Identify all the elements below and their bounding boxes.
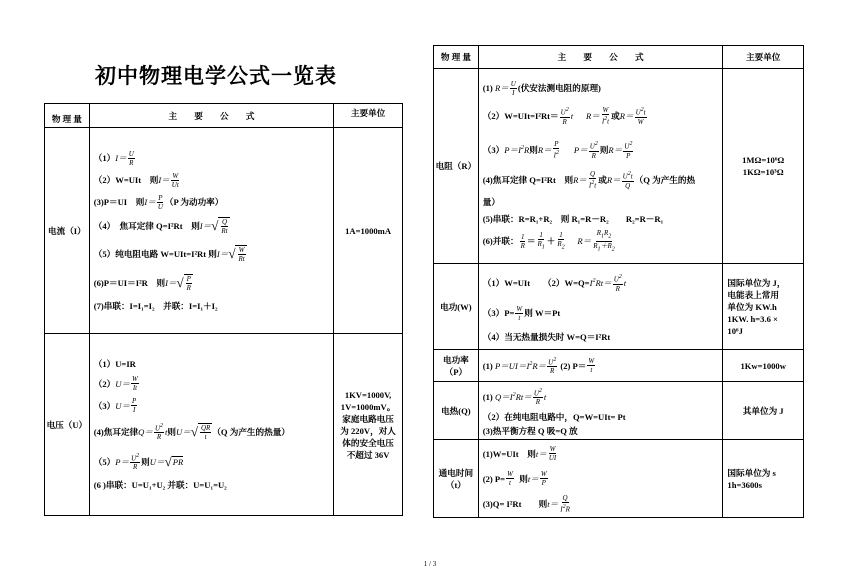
- unit-line: 单位为 KW.h: [727, 301, 777, 312]
- formula-text: （1）: [93, 153, 116, 163]
- header-unit: 主要单位: [723, 46, 804, 69]
- formula-text: (3)Q= I²Rt 则: [482, 498, 548, 509]
- label-line: （t）: [445, 479, 466, 490]
- unit-line: 1MΩ=10⁶Ω: [742, 155, 785, 165]
- label-line: 电功率: [442, 354, 469, 365]
- work-label: 电功(W): [434, 264, 479, 350]
- heat-label: 电热(Q): [434, 382, 479, 440]
- header-formula: 主 要 公 式: [478, 46, 723, 69]
- voltage-unit: [334, 334, 403, 516]
- time-unit: [723, 440, 804, 518]
- formula-text: （3）: [93, 400, 116, 411]
- formula-text: (1): [482, 83, 493, 93]
- formula-text: (4)焦耳定律 Q=I²Rt 则: [482, 175, 574, 185]
- power-unit: 1Kw=1000w: [723, 350, 804, 382]
- formula-text: (1)W=UIt 则: [482, 448, 536, 459]
- formula-text: （3）P=: [482, 308, 515, 318]
- heat-formulas: (1) $Q=I^2Rt=$ $\frac{U^2}{R}$ t （2）在纯电阻电路中，Q=W=UIt= Pt (3)热平衡方程 Q 吸=Q 放: [478, 382, 723, 440]
- header-quantity: 物 理 量: [45, 104, 90, 128]
- formula-text: (6)并联：: [482, 236, 519, 246]
- formula-text: （2）: [93, 378, 116, 389]
- formula-text: （3）: [482, 145, 505, 155]
- right-formula-table: [433, 45, 804, 518]
- unit-line: 不超过 36V: [346, 449, 390, 460]
- formula-text: （1）W=UIt （2）W=Q=: [482, 278, 590, 288]
- unit-line: 为 220V，对人: [340, 425, 396, 436]
- header-unit: 主要单位: [334, 104, 403, 128]
- formula-text: （P 为动功率）: [164, 197, 224, 207]
- time-label: [434, 440, 479, 518]
- voltage-label: 电压（U）: [45, 334, 90, 516]
- left-formula-table: [44, 103, 403, 516]
- formula-text: （Q 为产生的热: [634, 175, 696, 185]
- formula-text: （5）: [93, 456, 116, 467]
- formula-text: （4）当无热量损失时 W=Q＝I²Rt: [482, 331, 611, 342]
- unit-line: 10⁶J: [727, 325, 743, 336]
- time-formulas: (1)W=UIt 则 t＝ $\frac{W}{UI}$ (2) P= $\frac{W}{t}$ 则 t＝ $\frac{W}{P}$ (3)Q= I²Rt 则 t＝ $\frac{Q}{I^2R}$: [478, 440, 723, 518]
- unit-line: 1KW. h=3.6 ×: [727, 313, 778, 324]
- current-label: 电流（I）: [45, 128, 90, 334]
- formula-text: （Q 为产生的热量）: [212, 426, 290, 437]
- unit-line: 国际单位为 J，: [727, 277, 786, 288]
- unit-line: 1V=1000mV。: [340, 401, 396, 412]
- formula-text: （1）U=IR: [93, 359, 136, 369]
- unit-line: 国际单位为 s: [727, 467, 776, 478]
- page-number: 1 / 3: [423, 560, 437, 568]
- voltage-formulas: （1）U=IR （2） U＝ $\frac{W}{It}$ （3） U＝ $\frac{P}{I}$ (4)焦耳定律 Q＝ $\frac{U^2}{R}$ t 则 U＝ √ $\frac{QR}{t}$ （Q 为产生的热量） （5） P＝ $\frac{U^2}{R}$ 则 U＝ √ PR (6 )串联：U=U₁+U₂ 并联：U=U₁=U₂: [89, 334, 333, 516]
- formula-text: （2）在纯电阻电路中，Q=W=UIt= Pt: [482, 411, 626, 422]
- header-formula: 主 要 公 式: [89, 104, 333, 128]
- formula-text: (伏安法测电阻的原理): [517, 83, 601, 93]
- resistance-unit: [723, 69, 804, 264]
- formula-text: （2）W=UIt 则: [93, 175, 159, 185]
- formula-text: (5)串联：R=R₁+R₂ 则 R₁=R－R₂ R₂=R－R₁: [482, 213, 664, 224]
- power-formulas: (1) $P=UI=I^2R=$ $\frac{U^2}{R}$ (2) P＝ $\frac{W}{t}$: [478, 350, 723, 382]
- formula-text: (4)焦耳定律: [93, 426, 139, 437]
- header-quantity: 物 理 量: [434, 46, 479, 69]
- current-unit: 1A=1000mA: [334, 128, 403, 334]
- label-line: 通电时间: [438, 467, 474, 478]
- page-title: 初中物理电学公式一览表: [95, 64, 337, 88]
- formula-text: (1): [482, 391, 493, 402]
- formula-text: （5）纯电阻电路 W=UIt=I²Rt 则: [93, 249, 217, 259]
- current-formulas: （1） I＝ $\frac{U}{R}$ （2）W=UIt 则 I＝ $\frac{W}{Ut}$ (3)P＝UI 则 I＝ $\frac{P}{U}$ （P 为动功率） （4） 焦耳定律 Q=I²Rt 则 I＝ √ $\frac{Q}{Rt}$ （5）纯电阻电路 W=UIt=I²Rt 则 I＝ √ $\frac{W}{Rt}$ (6)P＝UI＝I²R 则 I＝ √ $\frac{P}{R}$ (7)串联：I=I₁=I₂ 并联：I=I₁＋I₂: [89, 128, 333, 334]
- work-formulas: （1）W=UIt （2）W=Q= $I^2Rt=$ $\frac{U^2}{R}$ t （3）P= $\frac{W}{t}$ 则 W＝Pt （4）当无热量损失时 W=Q＝I²Rt: [478, 264, 723, 350]
- formula-text: (7)串联：I=I₁=I₂ 并联：I=I₁＋I₂: [93, 300, 218, 311]
- formula-text: 则 W＝Pt: [524, 308, 561, 318]
- unit-line: 1KV=1000V,: [344, 389, 392, 400]
- power-label: [434, 350, 479, 382]
- label-line: （P）: [444, 366, 468, 377]
- unit-line: 家庭电路电压: [342, 413, 394, 424]
- formula-text: (2) P＝: [560, 360, 587, 371]
- formula-text: （4） 焦耳定律 Q=I²Rt 则: [93, 221, 200, 231]
- formula-text: (6 )串联：U=U₁+U₂ 并联：U=U₁=U₂: [93, 480, 227, 490]
- formula-text: 则: [519, 473, 528, 484]
- formula-text: (6)P＝UI＝I²R 则: [93, 278, 166, 288]
- resistance-label: 电阻（R）: [434, 69, 479, 264]
- unit-line: 体的安全电压: [342, 437, 394, 448]
- unit-line: 电能表上常用: [727, 289, 779, 300]
- unit-line: 1KΩ=10³Ω: [742, 167, 784, 177]
- formula-text: (1): [482, 360, 493, 371]
- formula-text: (2) P=: [482, 473, 506, 484]
- resistance-formulas: (1) R＝ $\frac{U}{I}$ (伏安法测电阻的原理) （2）W=UIt=I²Rt＝ $\frac{U^2}{R}$ t R＝ $\frac{W}{I^2t}$ 或 R＝ $\frac{U^2t}{W}$ （3） $P=I^2R$ 则 R＝ $\frac{P}{I^2}$ P＝ $\frac{U^2}{R}$ 则 R＝ $\frac{U^2}{P}$ (4)焦耳定律 Q=I²Rt 则 R＝ $\frac{Q}{I^2t}$ 或 R＝ $\frac{U^2t}{Q}$ （Q 为产生的热 量） (5)串联：R=R₁+R₂ 则 R₁=R－R₂ R₂=R－R₁ (6)并联： $\frac{1}{R}$ ＝ $\frac{1}{R_1}$ ＋ $\frac{1}{R_2}$ R＝ $\frac{R_1R_2}{R_1+R_2}$: [478, 69, 723, 264]
- formula-text: (3)热平衡方程 Q 吸=Q 放: [482, 425, 578, 436]
- heat-unit: 其单位为 J: [723, 382, 804, 440]
- unit-line: 1h=3600s: [727, 479, 762, 490]
- formula-text: （2）W=UIt=I²Rt＝: [482, 111, 559, 121]
- formula-text: 量）: [482, 196, 500, 207]
- work-unit: [723, 264, 804, 350]
- formula-text: (3)P＝UI 则: [93, 197, 145, 207]
